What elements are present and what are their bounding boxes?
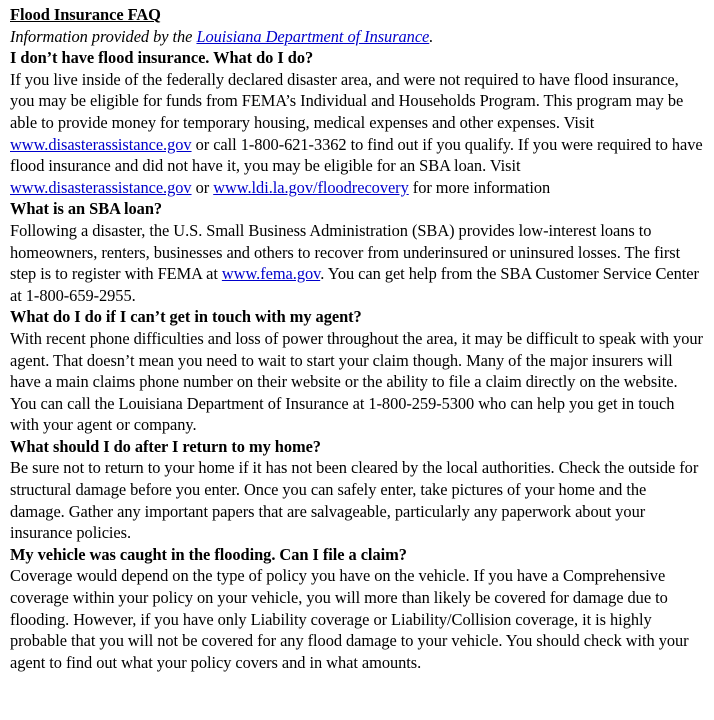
faq-answer-4: Be sure not to return to your home if it has not been cleared by the local authorities. Check the outside for structural damage before you enter. Once you can safely enter, take pictures of your home and the damage. Gather any important papers that are salvageable, particularly any paperwork about your insurance policies. [10, 458, 699, 543]
attribution-suffix: . [429, 26, 434, 46]
faq-question-3: What do I do if I can’t get in touch with my agent? [10, 307, 362, 327]
disasterassistance-link-1[interactable]: www.disasterassistance.gov [10, 134, 192, 154]
disasterassistance-link-2[interactable]: www.disasterassistance.gov [10, 177, 192, 197]
answer-1-text-3: or [191, 177, 214, 197]
faq-answer-2 [10, 220, 704, 306]
faq-question-5: My vehicle was caught in the flooding. Can I file a claim? [10, 544, 407, 564]
answer-2-text-2: . You can get help from the SBA Customer Service Center at 1-800-659-2955. [10, 264, 699, 305]
answer-1-text-2: or call 1-800-621-3362 to find out if you qualify. If you were required to have flood insurance and did not have it, you may be eligible for an SBA loan. Visit [10, 134, 703, 176]
faq-answer-1 [10, 69, 704, 199]
faq-answer-5: Coverage would depend on the type of policy you have on the vehicle. If you have a Comprehensive coverage within your policy on your vehicle, you will more than likely be covered for damage due to flooding. However, if you have only Liability coverage or Liability/Collision coverage, it is highly probable that you will not be covered for any flood damage to your vehicle. You should check with your agent to find out what your policy covers and in what amounts. [10, 566, 689, 672]
faq-question-4: What should I do after I return to my home? [10, 436, 321, 456]
faq-question-1: I don’t have flood insurance. What do I do? [10, 48, 314, 68]
doc-title: Flood Insurance FAQ [10, 5, 161, 24]
faq-question-2: What is an SBA loan? [10, 199, 163, 219]
attribution-prefix: Information provided by the [10, 26, 197, 46]
fema-link[interactable]: www.fema.gov [221, 264, 321, 284]
answer-1-text-1: If you live inside of the federally declared disaster area, and were not required to have flood insurance, you may be eligible for funds from FEMA’s Individual and Households Program. This program may be able to provide money for temporary housing, medical expenses and other expenses. Visit [10, 69, 684, 132]
ldi-link[interactable]: Louisiana Department of Insurance [196, 26, 430, 46]
answer-2-text-1: Following a disaster, the U.S. Small Business Administration (SBA) provides low-interest loans to homeowners, renters, businesses and others to recover from underinsured or uninsured losses. The first step is to register with FEMA at [10, 220, 681, 284]
faq-answer-3: With recent phone difficulties and loss of power throughout the area, it may be difficult to speak with your agent. That doesn’t mean you need to wait to start your claim though. Many of the major insurers will have a main claims phone number on their website or the ability to file a claim directly on the website. You can call the Louisiana Department of Insurance at 1-800-259-5300 who can help you get in touch with your agent or company. [10, 328, 703, 435]
attribution-line [10, 26, 704, 48]
answer-1-text-4: for more information [408, 177, 551, 197]
ldi-floodrecovery-link[interactable]: www.ldi.la.gov/floodrecovery [213, 177, 409, 197]
